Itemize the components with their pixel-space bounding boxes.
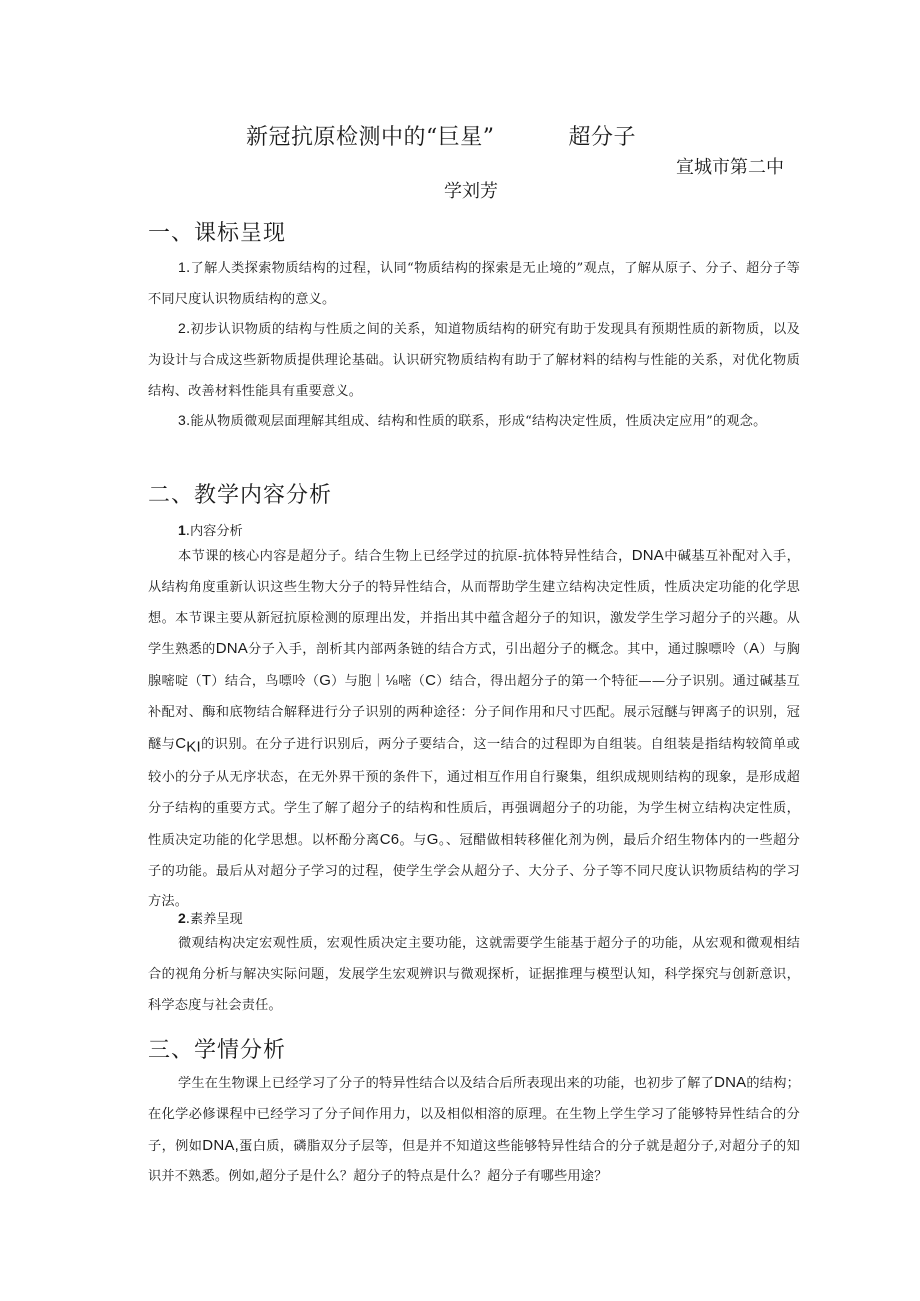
document-title (246, 120, 636, 151)
title-main: 新冠抗原检测中的“巨星” (246, 125, 495, 150)
paragraph-literacy: 微观结构决定宏观性质，宏观性质决定主要功能，这就需要学生能基于超分子的功能，从宏观和微观相结合的视角分析与解决实际问题，发展学生宏观辨识与微观探析，证据推理与模型认知，科学探究与创新意识，科学态度与社会责任。 (148, 936, 800, 1013)
subheading-literacy: 2.素养呈现 (178, 910, 243, 927)
paragraph-content-analysis: 本节课的核心内容是超分子。结合生物上已经学过的抗原-抗体特异性结合，DNA中碱基互补配对入手，从结构角度重新认识这些生物大分子的特异性结合，从而帮助学生建立结构决定性质，性质决定功能的化学思想。本节课主要从新冠抗原检测的原理出发，并指出其中蕴含超分子的知识，激发学生学习超分子的兴趣。从学生熟悉的DNA分子入手，剖析其内部两条链的结合方式，引出超分子的概念。其中，通过腺嘌呤（A）与胸腺嘧啶（T）结合，鸟嘌呤（G）与胞｜⅛嘧（C）结合，得出超分子的第一个特征——分子识别。通过碱基互补配对、酶和底物结合解释进行分子识别的两种途径：分子间作用和尺寸匹配。展示冠醚与钾离子的识别，冠醚与$C_{KI}$的识别。在分子进行识别后，两分子要结合，这一结合的过程即为自组装。自组装是指结构较简单或较小的分子从无序状态，在无外界干预的条件下，通过相互作用自行聚集，组织成规则结构的现象，是形成超分子结构的重要方式。学生了解了超分子的结构和性质后，再强调超分子的功能，为学生树立结构决定性质，性质决定功能的化学思想。以杯酚分离C6。与G。、冠醋做相转移催化剂为例，最后介绍生物体内的一些超分子的功能。最后从对超分子学习的过程，使学生学会从超分子、大分子、分子等不同尺度认识物质结构的学习方法。 (148, 547, 800, 910)
section-heading-1: 一、课标呈现 (148, 221, 287, 246)
section-heading-3: 三、学情分析 (148, 1038, 287, 1063)
list-item: 3.能从物质微观层面理解其组成、结构和性质的联系，形成“结构决定性质，性质决定应用”的观念。 (178, 412, 767, 429)
list-item: 2.初步认识物质的结构与性质之间的关系，知道物质结构的研究有助于发现具有预期性质的新物质，以及为设计与合成这些新物质提供理论基础。认识研究物质结构有助于了解材料的结构与性能的关系，对优化物质结构、改善材料性能具有重要意义。 (148, 320, 800, 399)
author-line-1: 宣城市第二中 (676, 157, 784, 178)
title-sub: 超分子 (568, 125, 637, 150)
list-item: 1.了解人类探索物质结构的过程，认同“物质结构的探索是无止境的”观点，了解从原子、分子、超分子等不同尺度认识物质结构的意义。 (148, 259, 800, 307)
author-line-2: 学刘芳 (444, 181, 498, 202)
subheading-content-analysis: 1.内容分析 (178, 522, 243, 539)
paragraph-learner-analysis: 学生在生物课上已经学习了分子的特异性结合以及结合后所表现出来的功能，也初步了解了DNA的结构；在化学必修课程中已经学习了分子间作用力，以及相似相溶的原理。在生物上学生学习了能够特异性结合的分子，例如DNA,蛋白质，磷脂双分子层等，但是并不知道这些能够特异性结合的分子就是超分子,对超分子的知识并不熟悉。例如,超分子是什么？超分子的特点是什么？超分子有哪些用途？ (148, 1074, 800, 1185)
section-heading-2: 二、教学内容分析 (148, 483, 333, 508)
